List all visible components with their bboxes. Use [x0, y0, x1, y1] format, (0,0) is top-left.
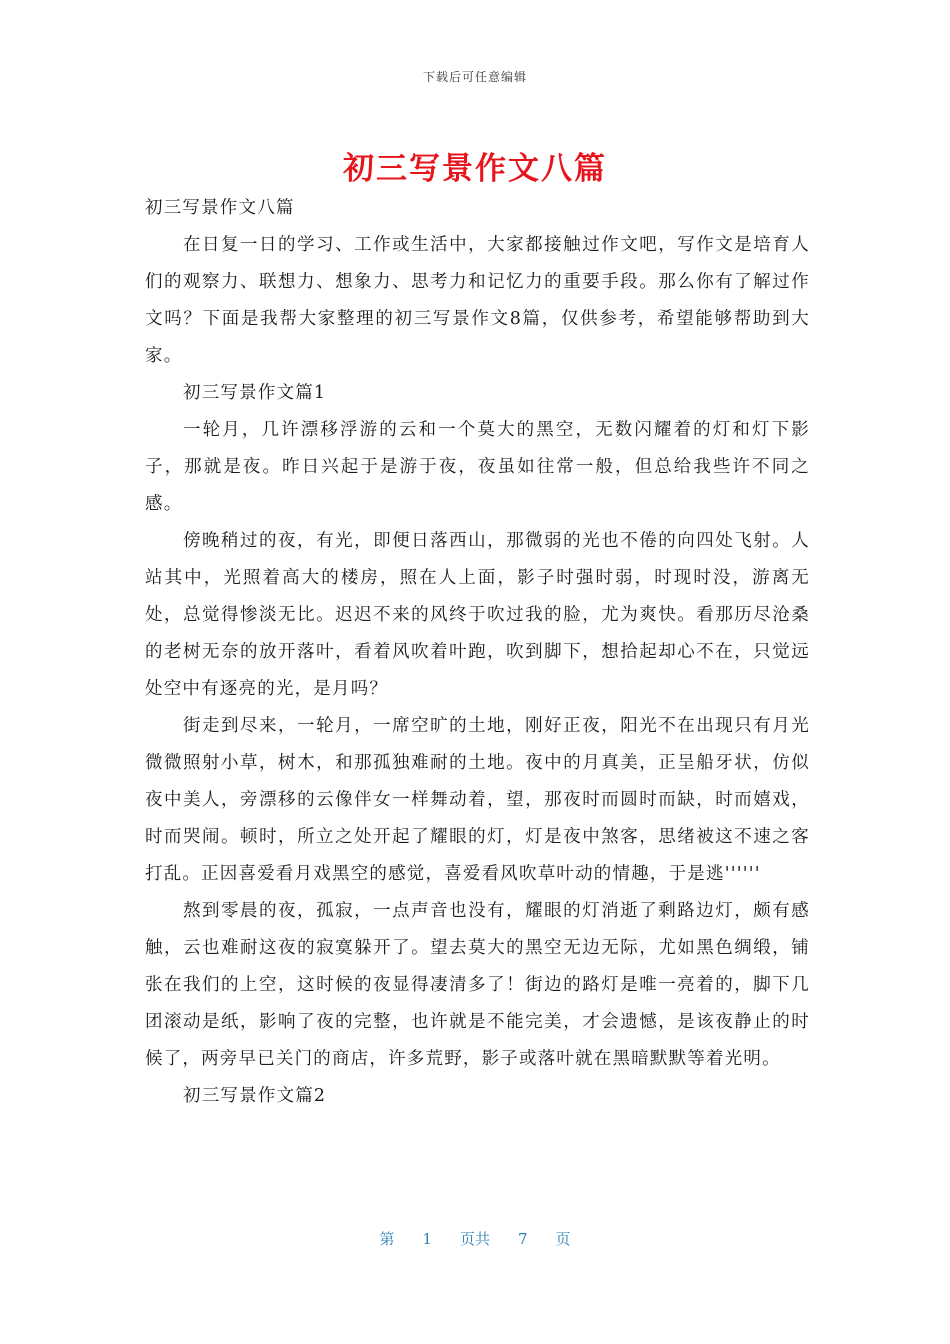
- section-heading-2: 初三写景作文篇2: [183, 1086, 327, 1106]
- body-paragraph: 傍晚稍过的夜，有光，即便日落西山，那微弱的光也不倦的向四处飞射。人站其中，光照着高大的楼房，照在人上面，影子时强时弱，时现时没，游离无处，总觉得惨淡无比。迟迟不来的风终于吹过我的脸，尤为爽快。看那历尽沧桑的老树无奈的放开落叶，看着风吹着叶跑，吹到脚下，想拾起却心不在，只觉远处空中有逐亮的光，是月吗？: [145, 531, 810, 699]
- section-heading-1: 初三写景作文篇1: [183, 383, 327, 403]
- intro-paragraph: 在日复一日的学习、工作或生活中，大家都接触过作文吧，写作文是培育人们的观察力、联想力、想象力、思考力和记忆力的重要手段。那么你有了解过作文吗？下面是我帮大家整理的初三写景作文8篇，仅供参考，希望能够帮助到大家。: [145, 235, 810, 366]
- subtitle-paragraph: 初三写景作文八篇: [145, 198, 295, 218]
- document-body: [145, 190, 810, 1115]
- footer-page-number: 1: [422, 1230, 432, 1248]
- body-paragraph: 街走到尽来，一轮月，一席空旷的土地，刚好正夜，阳光不在出现只有月光微微照射小草，树木，和那孤独难耐的土地。夜中的月真美，正呈船牙状，仿似夜中美人，旁漂移的云像伴女一样舞动着，望，那夜时而圆时而缺，时而嬉戏，时而哭闹。顿时，所立之处开起了耀眼的灯，灯是夜中煞客，思绪被这不速之客打乱。正因喜爱看月戏黑空的感觉，喜爱看风吹草叶动的情趣，于是逃'''''': [145, 716, 810, 884]
- footer-prefix: 第: [379, 1230, 395, 1248]
- document-title: 初三写景作文八篇: [343, 151, 607, 187]
- header-note: 下载后可任意编辑: [422, 70, 527, 84]
- body-paragraph: 一轮月，几许漂移浮游的云和一个莫大的黑空，无数闪耀着的灯和灯下影子，那就是夜。昨日兴起于是游于夜，夜虽如往常一般，但总给我些许不同之感。: [145, 420, 810, 514]
- footer-middle: 页共: [459, 1230, 490, 1248]
- footer-suffix: 页: [555, 1230, 571, 1248]
- footer-total-pages: 7: [518, 1230, 528, 1248]
- body-paragraph: 熬到零晨的夜，孤寂，一点声音也没有，耀眼的灯消逝了剩路边灯，颇有感触，云也难耐这夜的寂寞躲开了。望去莫大的黑空无边无际，尤如黑色绸缎，铺张在我们的上空，这时候的夜显得凄清多了！街边的路灯是唯一亮着的，脚下几团滚动是纸，影响了夜的完整，也许就是不能完美，才会遗憾，是该夜静止的时候了，两旁早已关门的商店，许多荒野，影子或落叶就在黑暗默默等着光明。: [145, 901, 810, 1069]
- page-footer: [0, 1228, 950, 1249]
